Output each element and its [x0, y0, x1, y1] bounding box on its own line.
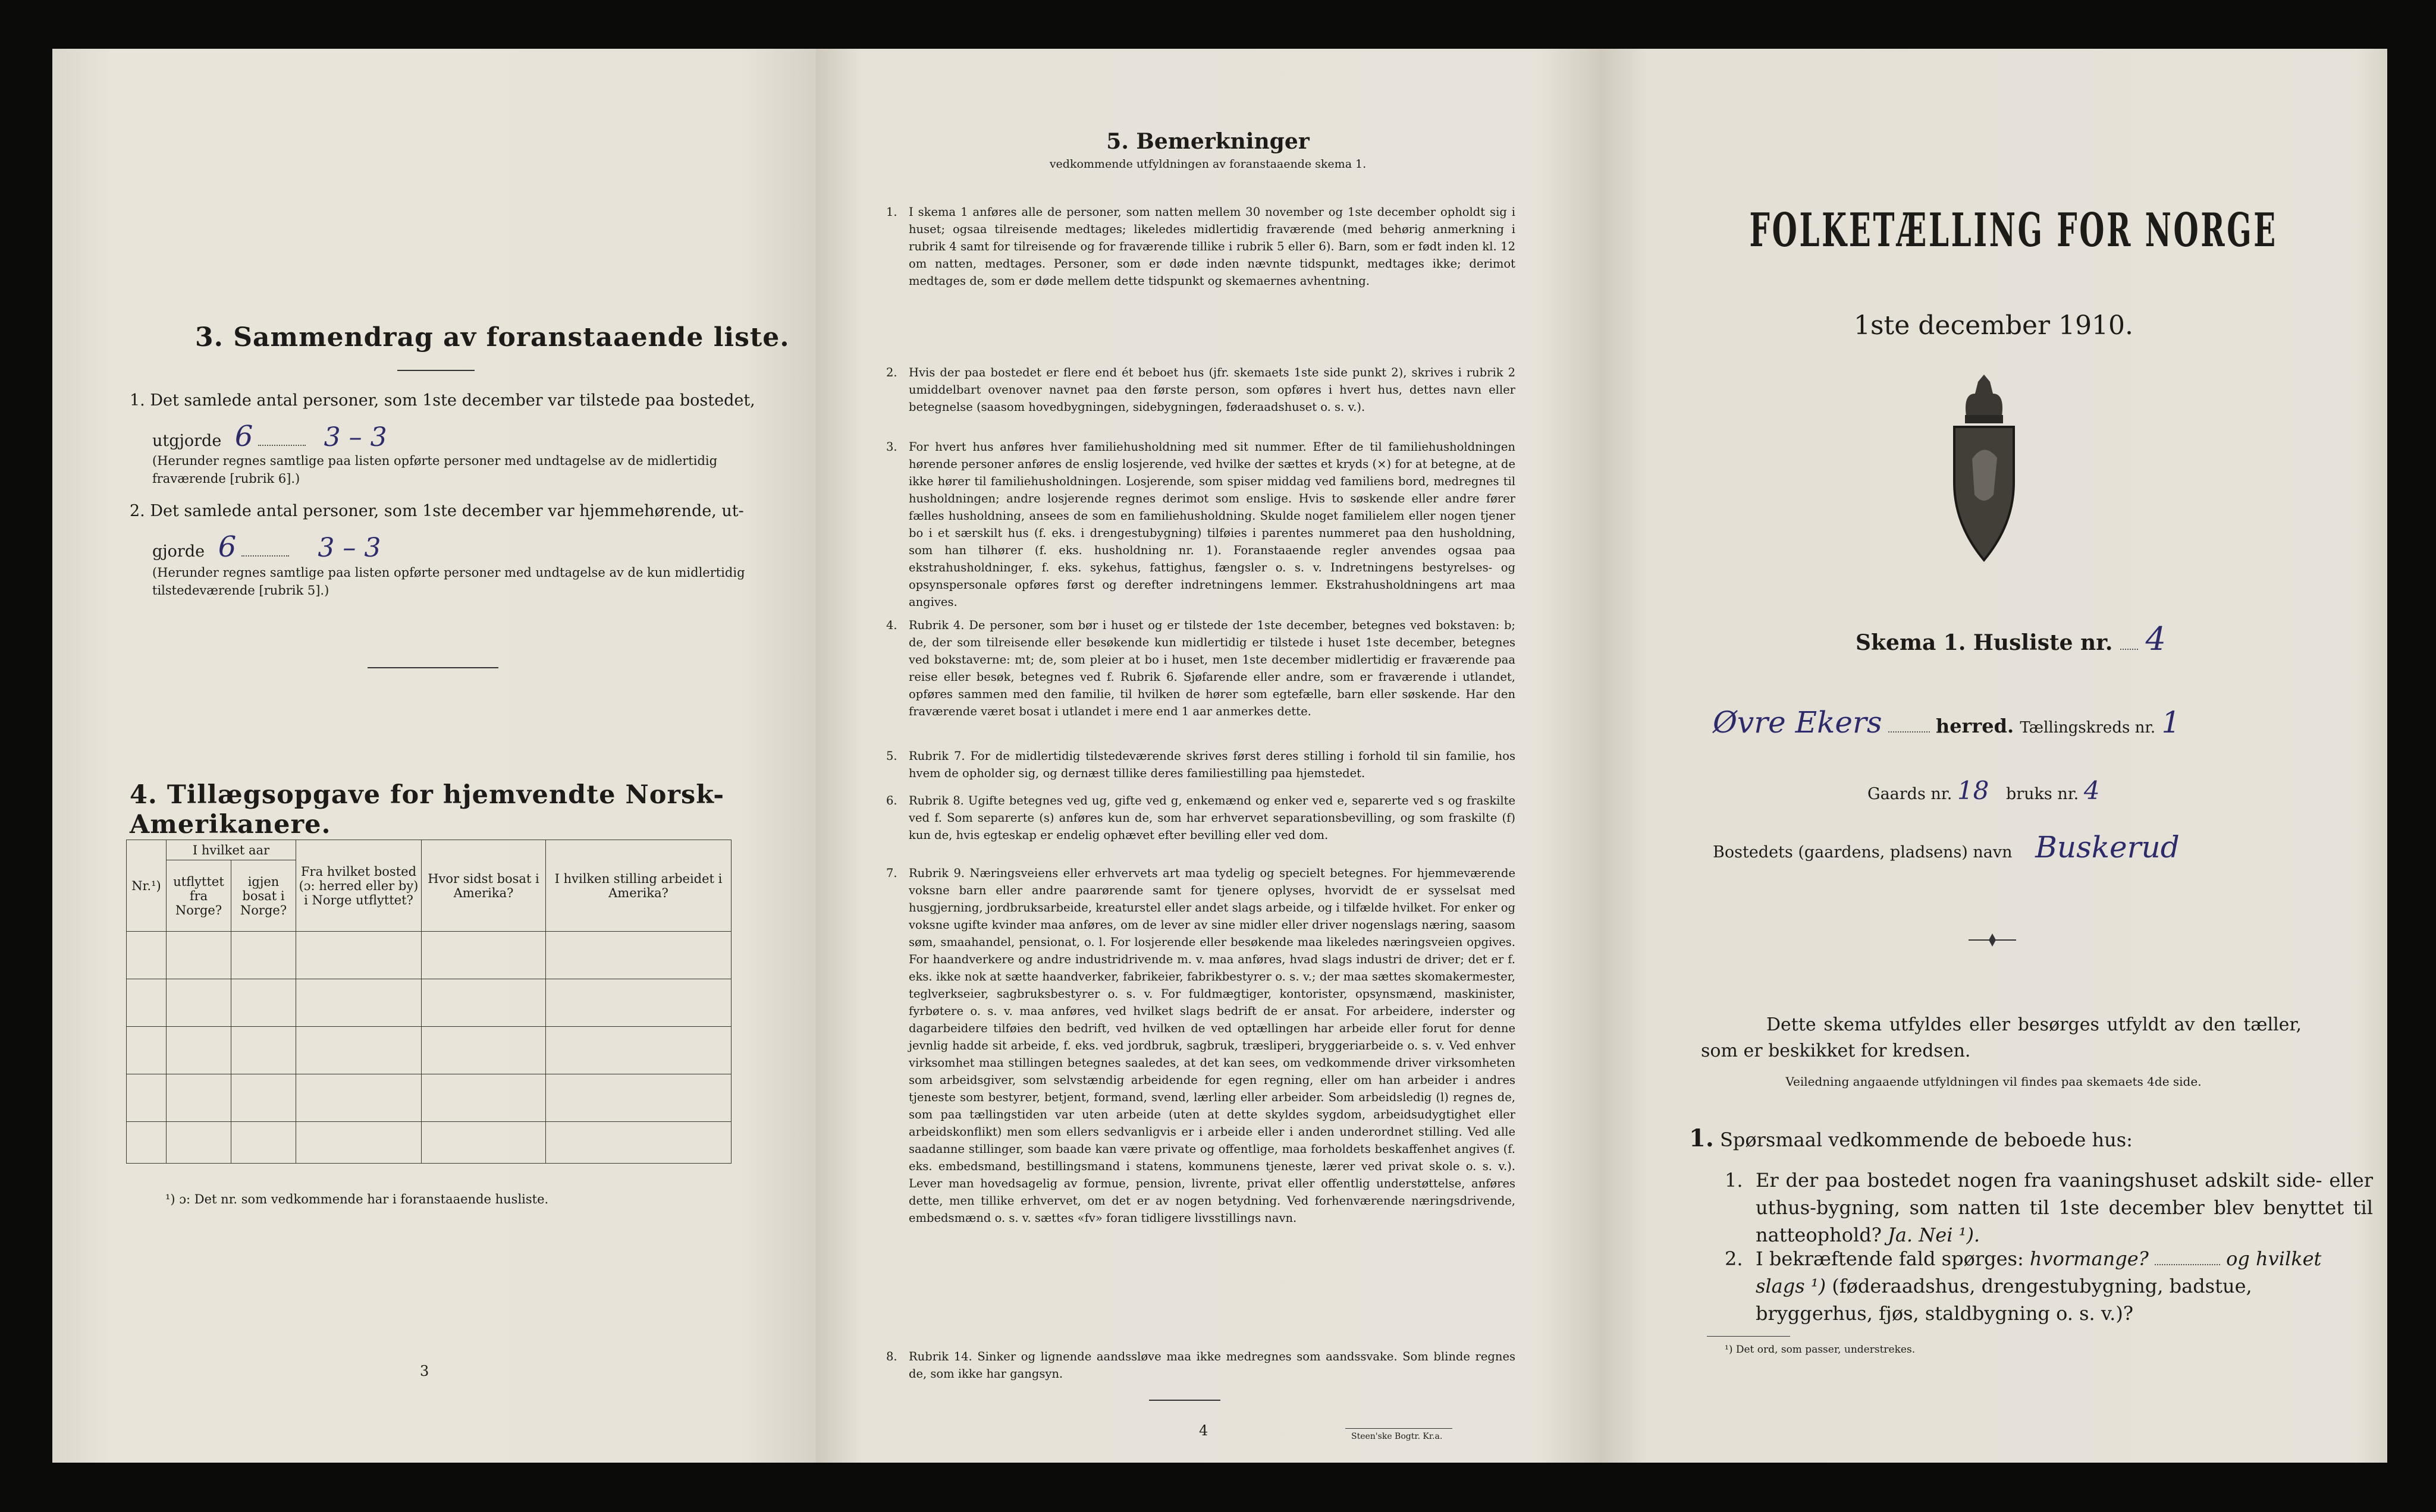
schema-line	[1856, 620, 2166, 658]
remarks-subtitle: vedkommende utfyldningen av foranstaaende skema 1.	[1049, 158, 1367, 171]
remark-number: 5.	[886, 749, 897, 763]
questions-heading-text: Spørsmaal vedkommende de beboede hus:	[1719, 1129, 2133, 1151]
remark-text: Hvis der paa bostedet er flere end ét beboet hus (jfr. skemaets 1ste side punkt 2), skrives i rubrik 2 umiddelbart ovenover navnet paa den første person, som opføres i hvert hus, dettes navn eller betegnelse (saasom hovedbygningen, sidebygningen, føderaadshuset o. s. v.).	[909, 366, 1515, 414]
census-title: FOLKETÆLLING FOR NORGE	[1749, 203, 2278, 257]
census-date: 1ste december 1910.	[1853, 310, 2134, 341]
left-page	[52, 49, 816, 1463]
kreds-number: 1	[2161, 705, 2181, 740]
col-year-emigrated: utflyttet fra Norge?	[167, 860, 231, 932]
section3-title: 3. Sammendrag av foranstaaende liste.	[195, 322, 790, 353]
question-1-text: Er der paa bostedet nogen fra vaaningshuset adskilt side- eller uthus-bygning, som natten til 1ste december blev benyttet til natteophold?	[1756, 1169, 2373, 1246]
gaards-number: 18	[1957, 776, 1989, 805]
table-row	[127, 979, 732, 1027]
question-1-number: 1.	[1725, 1169, 1743, 1192]
remark-number: 7.	[886, 866, 897, 880]
remark-item	[886, 617, 1515, 720]
remark-item	[886, 364, 1515, 416]
remark-number: 3.	[886, 440, 897, 454]
table-row	[127, 1074, 732, 1122]
item2-count-line	[152, 530, 381, 564]
remark-number: 8.	[886, 1350, 897, 1363]
item1-note: (Herunder regnes samtlige paa listen opførte personer med undtagelse av de midlertidig fraværende [rubrik 6].)	[152, 454, 718, 486]
page-number: 4	[1199, 1422, 1208, 1439]
remark-text: Rubrik 7. For de midlertidig tilstedeværende skrives først deres stilling i forhold til sin familie, hos hvem de opholder sig, og dernæst tillike deres familiestilling paa hjemstedet.	[909, 749, 1515, 780]
gaards-label: Gaards nr.	[1867, 785, 1952, 803]
remark-item	[886, 747, 1515, 782]
dotted-line	[241, 555, 289, 557]
remark-text: Rubrik 14. Sinker og lignende aandssløve maa ikke medregnes som aandssvake. Som blinde regnes de, som ikke har gangsyn.	[909, 1350, 1515, 1381]
item1-text: Det samlede antal personer, som 1ste december var tilstede paa bostedet,	[150, 391, 755, 410]
col-from: Fra hvilket bosted (ɔ: herred eller by) i Norge utflyttet?	[296, 840, 422, 932]
remark-number: 4.	[886, 618, 897, 632]
questions-heading-number: 1.	[1689, 1124, 1714, 1152]
section4-title: 4. Tillægsopgave for hjemvendte Norsk-Amerikanere.	[130, 780, 725, 840]
section4-footnote: ¹) ɔ: Det nr. som vedkommende har i foranstaaende husliste.	[165, 1192, 549, 1206]
item1-count-line	[152, 420, 387, 453]
remark-item	[886, 1348, 1515, 1382]
right-footnote: ¹) Det ord, som passer, understrekes.	[1725, 1344, 1916, 1356]
divider	[1345, 1428, 1452, 1429]
questions-heading	[1689, 1125, 2133, 1153]
col-last: Hvor sidst bosat i Amerika?	[422, 840, 546, 932]
instruction-note: Veiledning angaaende utfyldningen vil findes paa skemaets 4de side.	[1785, 1074, 2202, 1089]
printer-mark: Steen'ske Bogtr. Kr.a.	[1351, 1432, 1443, 1441]
coat-of-arms-icon	[1942, 370, 2026, 566]
item1-label: utgjorde	[152, 432, 222, 450]
question-2-text-d: (føderaadshus, drengestubygning, badstue, bryggerhus, fjøs, staldbygning o. s. v.)?	[1756, 1275, 2252, 1325]
table-row	[127, 932, 732, 979]
item2-text: Det samlede antal personer, som 1ste december var hjemmehørende, ut-	[150, 502, 744, 520]
remark-number: 6.	[886, 794, 897, 807]
remark-number: 2.	[886, 366, 897, 379]
item1-number: 1.	[130, 391, 145, 410]
remark-text: Rubrik 8. Ugifte betegnes ved ug, gifte ved g, enkemænd og enker ved e, separerte ved s og fraskilte ved f. Som separerte (s) anføres kun de, som har erhvervet separationsbevilling, og som fraskilte (f) kun de, hvis egteskap er endelig ophævet efter bevilling eller ved dom.	[909, 794, 1515, 842]
question-2-text-a: I bekræftende fald spørges:	[1756, 1247, 2024, 1270]
bosted-label: Bostedets (gaardens, pladsens) navn	[1713, 843, 2013, 862]
item2-number: 2.	[130, 502, 145, 520]
section3-item2	[130, 499, 796, 523]
dotted-line	[2120, 649, 2138, 650]
divider	[1707, 1336, 1790, 1337]
remark-item	[886, 865, 1515, 1227]
dotted-line	[2155, 1264, 2220, 1265]
remark-item	[886, 792, 1515, 844]
col-year-group: I hvilket aar	[167, 840, 296, 860]
table-row	[127, 1027, 732, 1074]
item2-label: gjorde	[152, 542, 205, 561]
dotted-line	[258, 445, 306, 446]
divider	[368, 667, 498, 668]
col-position: I hvilken stilling arbeidet i Amerika?	[546, 840, 732, 932]
herred-name: Øvre Ekers	[1713, 705, 1882, 740]
ornament-icon	[1969, 931, 2016, 949]
bosted-line	[1713, 830, 2180, 866]
right-page	[1600, 49, 2387, 1463]
kreds-label: Tællingskreds nr.	[2020, 719, 2156, 737]
col-year-returned: igjen bosat i Norge?	[231, 860, 296, 932]
bosted-name: Buskerud	[2035, 830, 2180, 865]
divider	[1149, 1400, 1220, 1401]
question-2-text-b: hvormange?	[2029, 1247, 2149, 1270]
bruks-number: 4	[2083, 776, 2100, 805]
herred-label: herred.	[1935, 715, 2014, 737]
item1-hand-total: 6	[234, 420, 253, 453]
item2-note: (Herunder regnes samtlige paa listen opførte personer med undtagelse av de kun midlertidig tilstedeværende [rubrik 5].)	[152, 565, 745, 598]
divider	[397, 370, 475, 371]
remark-item	[886, 203, 1515, 290]
question-2-text-c: og hvilket slags ¹)	[1756, 1247, 2322, 1297]
norsk-amerikanere-table	[126, 840, 732, 1164]
remark-text: Rubrik 4. De personer, som bør i huset og er tilstede der 1ste december, betegnes ved bokstaven: b; de, der som tilreisende eller besøkende kun midlertidig er tilstede i huset 1ste december, betegnes ved bokstaverne: mt; de, som pleier at bo i huset, men 1ste december midlertidig er fraværende paa reise eller besøk, betegnes ved f. Rubrik 6. Sjøfarende eller andre, som er fraværende i utlandet, opføres sammen med den familie, til hvilken de hører som egtefælle, barn eller søskende. Har den fraværende været bosat i utlandet i mere end 1 aar anmerkes dette.	[909, 618, 1515, 718]
husliste-number: 4	[2145, 620, 2166, 658]
gaards-line	[1867, 777, 2100, 808]
remark-text: Rubrik 9. Næringsveiens eller erhvervets art maa tydelig og specielt betegnes. For hjemmeværende voksne barn eller andre paarørende samt for tjenere oplyses, hvorvidt de er sysselsat med husgjerning, jordbruksarbeide, kreaturstel eller andet slags arbeide, og i tilfælde hvilket. For enker og voksne ugifte kvinder maa anføres, om de lever av sine midler eller driver nogenslags næring, saasom søm, smaahandel, pensionat, o. l. For losjerende eller besøkende maa likeledes næringsveien opgives. For haandverkere og andre industridrivende m. v. maa anføres, hvad slags industri de driver; det er f. eks. ikke nok at sætte haandverker, fabrikeier, fabrikbestyrer o. s. v.; der maa sættes skomakermester, teglverkseier, sagbruksbestyrer o. s. v. For fuldmægtiger, kontorister, opsynsmænd, maskinister, fyrbøtere o. s. v. maa anføres, ved hvilket slags bedrift de er ansat. For arbeidere, inderster og dagarbeidere tilføies den bedrift, ved hvilken de ved optællingen har arbeide eller forut for denne jevnlig hadde sit arbeide, f. eks. ved jordbruk, sagbruk, træsliperi, bryggeriarbeide o. s. v. Ved enhver virksomhet maa stillingen betegnes saaledes, at det kan sees, om vedkommende driver virksomheten som arbeidsgiver, som selvstændig arbeidende for egen regning, eller om han arbeider i andres tjeneste som bestyrer, betjent, formand, svend, lærling eller arbeider. Som arbeidsledig (l) regnes de, som paa tællingstiden var uten arbeide (uten at dette skyldes sygdom, arbeidsudygtighet eller arbeidskonflikt) men som ellers sedvanligvis er i arbeide eller i anden underordnet stilling. Ved alle saadanne stillinger, som baade kan være private og offentlige, maa forholdets beskaffenhet angives (f. eks. embedsmand, bestillingsmand i statens, kommunens tjeneste, lærer ved privat skole o. s. v.). Lever man hovedsagelig av formue, pension, livrente, privat eller offentlig understøttelse, anføres dette, men tillike erhvervet, om det er av nogen betydning. Ved forhenværende næringsdrivende, embedsmænd o. s. v. sættes «fv» foran tidligere livsstillings navn.	[909, 866, 1515, 1225]
instruction-text: Dette skema utfyldes eller besørges utfyldt av den tæller, som er beskikket for kredsen.	[1701, 1014, 2302, 1061]
dotted-line	[1888, 731, 1930, 733]
question-2	[1725, 1245, 2373, 1327]
item1-hand-split: 3 – 3	[324, 422, 387, 452]
schema-label: Skema 1. Husliste nr.	[1856, 630, 2113, 655]
remark-text: I skema 1 anføres alle de personer, som natten mellem 30 november og 1ste december opholdt sig i huset; ogsaa tilreisende medtages; likeledes midlertidig fraværende (med behørig anmerkning i rubrik 4 samt for tilreisende og for fraværende tillike i rubrik 5 eller 6). Barn, som er født inden kl. 12 om natten, medtages. Personer, som er døde inden nævnte tidspunkt, medtages ikke; derimot medtages de, som er døde mellem dette tidspunkt og skemaernes avhentning.	[909, 205, 1515, 288]
question-1-answer: Ja. Nei ¹).	[1888, 1224, 1980, 1246]
middle-page	[816, 49, 1600, 1463]
remark-text: For hvert hus anføres hver familiehusholdning med sit nummer. Efter de til familiehusholdningen hørende personer anføres de enslig losjerende, ved hvilke der sættes et kryds (×) for at betegne, at de ikke hører til familiehusholdningen. Losjerende, som spiser middag ved familiens bord, medregnes til husholdningen; andre losjerende regnes derimot som enslige. Hvis to søskende eller andre fører fælles husholdning, ansees de som en familiehusholdning. Skulde noget familielem eller nogen tjener bo i et særskilt hus (f. eks. i drengestubygning) tilføies i parentes nummeret paa den husholdning, som han tilhører (f. eks. husholdning nr. 1). Foranstaaende regler anvendes ogsaa paa ekstrahusholdninger, f. eks. sykehus, fattighus, fængsler o. s. v. Indretningens bestyrelses- og opsynspersonale opføres først og derefter indretningens lemmer. Ekstrahusholdningens art maa angives.	[909, 440, 1515, 609]
section3-item1	[130, 389, 796, 413]
remark-number: 1.	[886, 205, 897, 219]
remark-item	[886, 438, 1515, 611]
item2-hand-total: 6	[218, 530, 237, 564]
item2-hand-split: 3 – 3	[318, 533, 381, 563]
herred-line	[1713, 705, 2367, 741]
page-number: 3	[420, 1363, 429, 1379]
col-nr: Nr.¹)	[127, 840, 167, 932]
bruks-label: bruks nr.	[2005, 785, 2079, 803]
question-1	[1725, 1167, 2373, 1249]
table-row	[127, 1122, 732, 1164]
question-2-number: 2.	[1725, 1247, 1743, 1270]
remarks-title: 5. Bemerkninger	[1106, 129, 1310, 154]
